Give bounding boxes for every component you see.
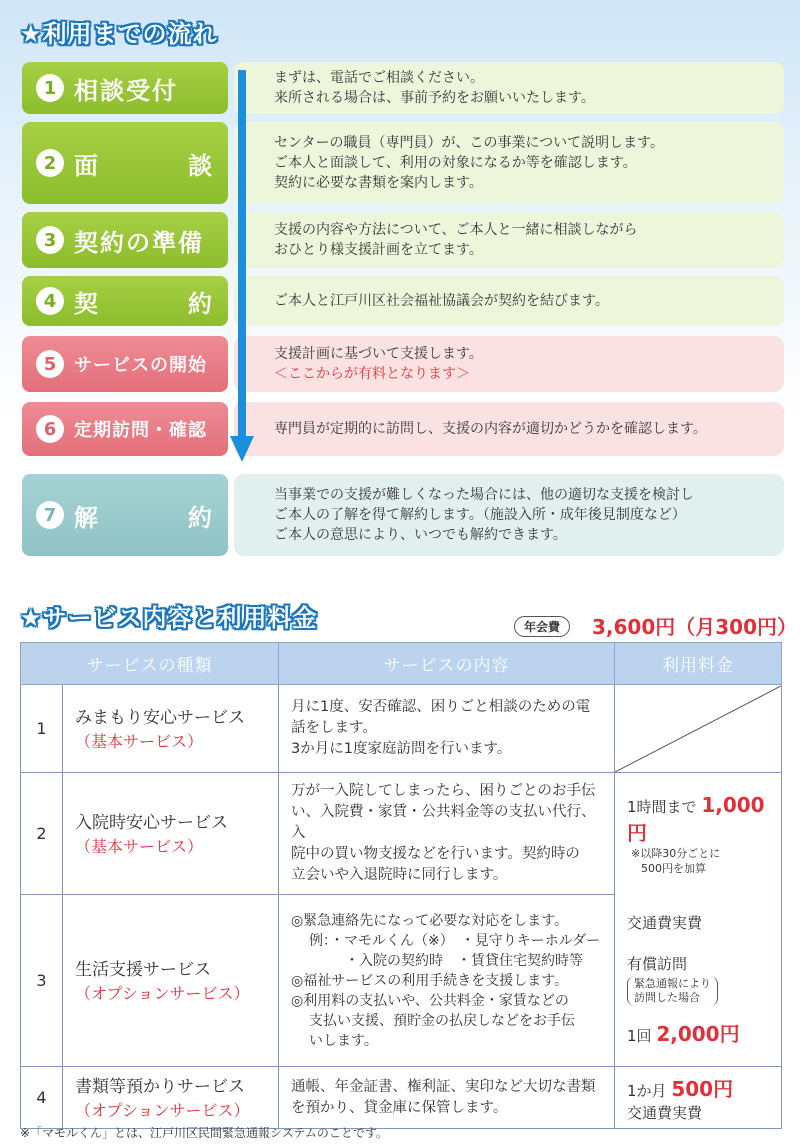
- step-1-name: 相談受付: [74, 76, 178, 105]
- step-7-name-b: 約: [188, 503, 214, 532]
- row-2-tag: （基本サービス）: [75, 836, 204, 856]
- hourly-fee-value: 1,000円: [627, 792, 765, 845]
- row-1-service: [63, 685, 279, 773]
- step-2-number: 2: [36, 149, 64, 177]
- step-6-line: 専門員が定期的に訪問し、支援の内容が適切かどうかを確認します。: [274, 421, 707, 437]
- row-3-description: [279, 895, 615, 1067]
- step-7-line: ご本人の了解を得て解約します。（施設入所・成年後見制度など）: [274, 507, 686, 523]
- step-7-line: 当事業での支援が難しくなった場合には、他の適切な支援を検討し: [274, 487, 694, 503]
- step-5-name: サービスの開始: [74, 355, 207, 376]
- step-4-name: [74, 284, 228, 319]
- row-1-desc-line: 月に1度、安否確認、困りごと相談のための電: [291, 699, 591, 715]
- step-3-number: 3: [36, 226, 64, 254]
- row-3-desc-line: ◎福祉サービスの利用手続きを支援します。: [291, 972, 569, 989]
- monthly-fee-prefix: 1か月: [627, 1081, 667, 1100]
- per-visit-fee: [627, 1018, 781, 1047]
- row-3-desc-line: ◎利用料の支払いや、公共料金・家賃などの: [291, 992, 569, 1009]
- per-visit-value: 2,000円: [656, 1021, 740, 1046]
- row-4-number: 4: [21, 1067, 63, 1129]
- step-3-name: 契約の準備: [74, 228, 204, 257]
- step-5-number: 5: [36, 350, 64, 378]
- annual-fee-label: 年会費: [514, 616, 570, 637]
- step-3-line: 支援の内容や方法について、ご本人と一緒に相談しながら: [274, 222, 638, 238]
- row-4-tag: （オプションサービス）: [75, 1100, 250, 1120]
- flow-step-5: [22, 336, 784, 392]
- fee-note-line: 500円を加算: [641, 861, 706, 875]
- row-3-desc-line: 支払い支援、預貯金の払戻しなどをお手伝: [309, 1012, 575, 1029]
- row-2-desc-line: い、入院費・家賃・公共料金等の支払い代行、入: [291, 804, 596, 841]
- step-2-line: 契約に必要な書類を案内します。: [274, 175, 483, 191]
- table-row: [21, 1067, 782, 1129]
- step-2-line: ご本人と面談して、利用の対象になるか等を確認します。: [274, 155, 637, 171]
- step-5-line: 支援計画に基づいて支援します。: [274, 346, 483, 362]
- step-5-description: [234, 336, 784, 392]
- header-service-type: サービスの種類: [21, 643, 279, 685]
- step-3-line: おひとり様支援計画を立てます。: [274, 242, 483, 258]
- row-2-name: 入院時安心サービス: [75, 812, 228, 833]
- step-1-line: 来所される場合は、事前予約をお願いいたします。: [274, 90, 595, 106]
- flow-step-7: [22, 474, 784, 556]
- step-6-description: [234, 402, 784, 456]
- step-4-label: [22, 276, 228, 326]
- paid-visit-note-line: 緊急通報により: [634, 976, 711, 990]
- step-3-description: [234, 212, 784, 268]
- row-4-desc-line: 通帳、年金証書、権利証、実印など大切な書類: [291, 1078, 596, 1095]
- step-6-label: [22, 402, 228, 456]
- fee-cell-hourly: [615, 773, 782, 1067]
- step-2-name-a: 面: [74, 151, 100, 180]
- step-5-paid-note: ＜ここからが有料となります＞: [274, 366, 470, 382]
- row-1-desc-line: 話をします。: [291, 720, 377, 736]
- flow-step-3: [22, 212, 784, 268]
- step-2-description: [234, 122, 784, 204]
- step-1-number: 1: [36, 74, 64, 102]
- step-7-description: [234, 474, 784, 556]
- row-3-name: 生活支援サービス: [75, 959, 211, 980]
- row-3-number: 3: [21, 895, 63, 1067]
- header-service-content: サービスの内容: [279, 643, 615, 685]
- monthly-fee-value: 500円: [671, 1076, 734, 1101]
- step-5-label: [22, 336, 228, 392]
- annual-fee-value: 3,600円（月300円）: [592, 615, 798, 639]
- flow-step-2: [22, 122, 784, 204]
- step-3-label: [22, 212, 228, 268]
- footnote: ※「マモルくん」とは、江戸川区民間緊急通報システムのことです。: [20, 1126, 388, 1140]
- step-2-name: [74, 146, 228, 181]
- paid-visit-label: 有償訪問: [627, 954, 688, 973]
- flow-down-arrow-icon: [230, 70, 254, 462]
- flow-step-1: [22, 62, 784, 114]
- step-1-label: [22, 62, 228, 114]
- step-6-number: 6: [36, 415, 64, 443]
- row-2-number: 2: [21, 773, 63, 895]
- monthly-transport-fee: 交通費実費: [627, 1103, 703, 1122]
- table-header-row: [21, 643, 782, 685]
- paid-visit-note-line: 訪問した場合: [634, 990, 700, 1004]
- step-2-label: [22, 122, 228, 204]
- row-4-description: [279, 1067, 615, 1129]
- step-4-number: 4: [36, 287, 64, 315]
- step-7-label: [22, 474, 228, 556]
- row-1-description: [279, 685, 615, 773]
- step-4-name-a: 契: [74, 289, 100, 318]
- step-1-description: [234, 62, 784, 114]
- header-fee: 利用料金: [615, 643, 782, 685]
- table-row: [21, 685, 782, 773]
- step-7-line: ご本人の意思により、いつでも解約できます。: [274, 527, 567, 543]
- services-section-title: ★サービス内容と利用料金: [20, 604, 318, 632]
- step-6-name: 定期訪問・確認: [74, 420, 207, 441]
- per-visit-prefix: 1回: [627, 1026, 652, 1045]
- diagonal-line-icon: [615, 686, 781, 772]
- step-4-line: ご本人と江戸川区社会福祉協議会が契約を結びます。: [274, 293, 609, 309]
- table-row: [21, 773, 782, 895]
- row-1-name: みまもり安心サービス: [75, 707, 245, 728]
- row-1-desc-line: 3か月に1度家庭訪問を行います。: [291, 741, 512, 757]
- step-4-name-b: 約: [188, 289, 214, 318]
- step-2-line: センターの職員（専門員）が、この事業について説明します。: [274, 135, 665, 151]
- step-7-name-a: 解: [74, 503, 100, 532]
- row-4-service: [63, 1067, 279, 1129]
- hourly-fee-prefix: 1時間まで: [627, 797, 697, 816]
- row-2-description: [279, 773, 615, 895]
- row-3-service: [63, 895, 279, 1067]
- row-2-service: [63, 773, 279, 895]
- row-1-fee-empty: [615, 685, 782, 773]
- step-1-line: まずは、電話でご相談ください。: [274, 70, 484, 86]
- row-1-number: 1: [21, 685, 63, 773]
- services-table: [20, 642, 782, 1129]
- paid-visit-note: [627, 976, 718, 1006]
- row-3-desc-line: ・入院の契約時 ・賃貸住宅契約時等: [345, 952, 583, 969]
- row-4-desc-line: を預かり、貸金庫に保管します。: [291, 1099, 508, 1116]
- step-2-name-b: 談: [188, 151, 214, 180]
- row-2-desc-line: 立会いや入退院時に同行します。: [291, 867, 508, 883]
- row-4-name: 書類等預かりサービス: [75, 1076, 245, 1097]
- row-3-desc-line: 例：・マモルくん（※） ・見守りキーホルダー: [309, 932, 601, 949]
- step-7-name: [74, 498, 228, 533]
- row-2-desc-line: 万が一入院してしまったら、困りごとのお手伝: [291, 783, 596, 799]
- row-3-desc-line: いします。: [309, 1032, 378, 1049]
- fee-note-line: ※以降30分ごとに: [631, 846, 721, 860]
- row-1-tag: （基本サービス）: [75, 731, 204, 751]
- step-7-number: 7: [36, 501, 64, 529]
- row-2-desc-line: 院中の買い物支援などを行います。契約時の: [291, 846, 580, 862]
- step-4-description: [234, 276, 784, 326]
- flow-step-4: [22, 276, 784, 326]
- row-3-desc-line: ◎緊急連絡先になって必要な対応をします。: [291, 912, 569, 929]
- monthly-fee: [627, 1073, 781, 1102]
- flow-section-title: ★利用までの流れ: [20, 20, 218, 48]
- row-3-tag: （オプションサービス）: [75, 983, 250, 1003]
- transport-fee: 交通費実費: [627, 913, 703, 932]
- hourly-fee: [627, 793, 781, 846]
- fee-cell-monthly: [615, 1067, 782, 1129]
- flow-step-6: [22, 402, 784, 456]
